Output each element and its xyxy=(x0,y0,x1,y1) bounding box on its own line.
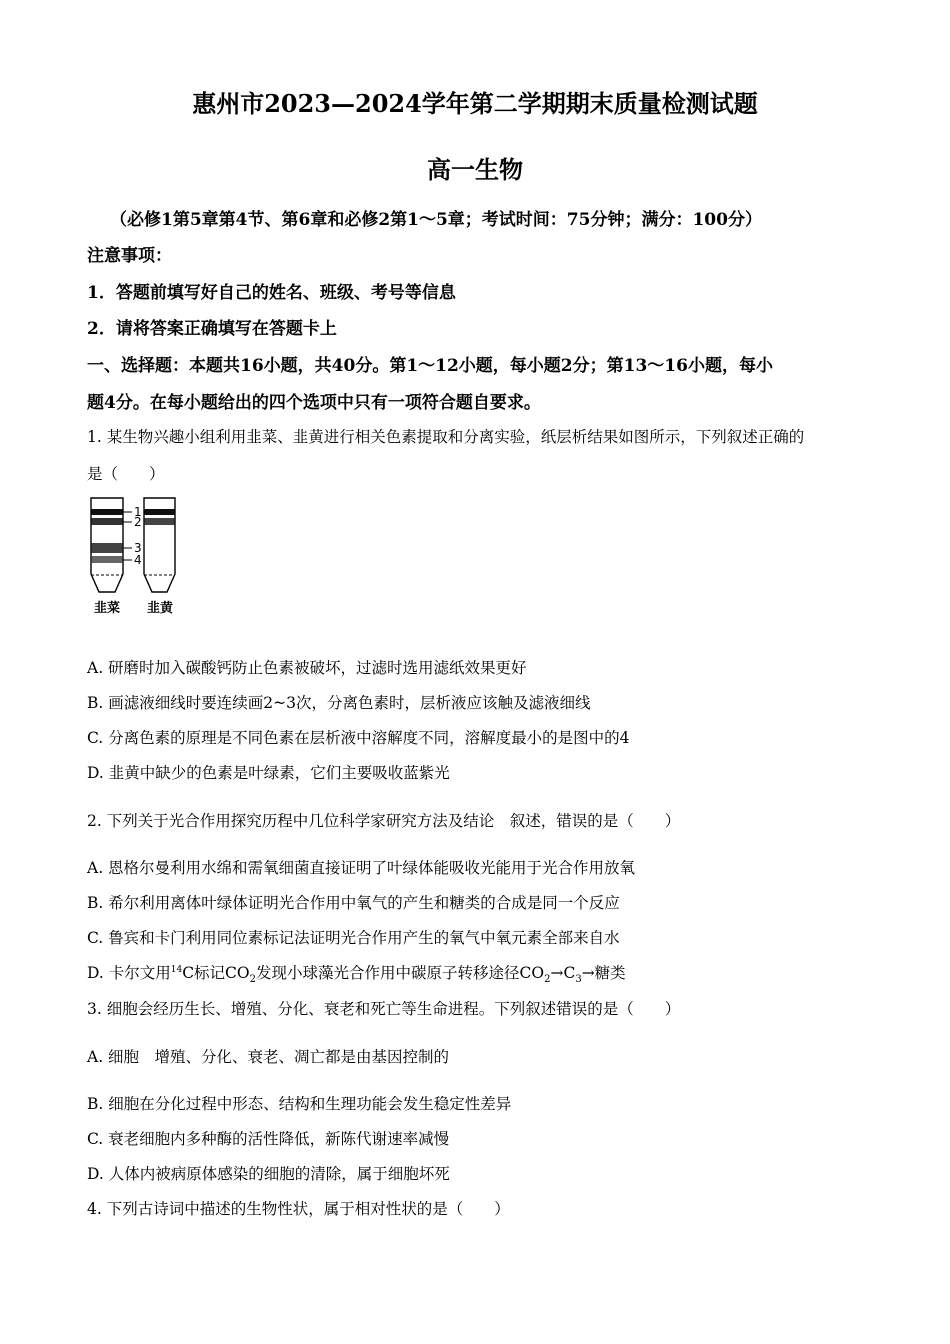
band-label-1: 1 xyxy=(134,505,142,519)
question-1-option-c: C. 分离色素的原理是不同色素在层析液中溶解度不同，溶解度最小的是图中的4 xyxy=(87,729,630,747)
leek-band-4 xyxy=(92,556,123,563)
exam-subject: 高一生物 xyxy=(427,155,523,184)
question-3-option-c: C. 衰老细胞内多种酶的活性降低，新陈代谢速率减慢 xyxy=(87,1130,450,1148)
section-heading-line-2: 题4分。在每小题给出的四个选项中只有一项符合题自要求。 xyxy=(87,393,541,413)
leek-band-2 xyxy=(92,518,123,525)
question-1-stem-line-1: 1. 某生物兴趣小组利用韭菜、韭黄进行相关色素提取和分离实验，纸层析结果如图所示，下列叙述正确的 xyxy=(87,428,805,446)
question-3-option-d: D. 人体内被病原体感染的细胞的清除，属于细胞坏死 xyxy=(87,1165,450,1183)
note-item-2: 2．请将答案正确填写在答题卡上 xyxy=(87,319,337,339)
chromatography-figure xyxy=(84,494,194,618)
leek-band-1 xyxy=(92,509,123,515)
question-2-option-a: A. 恩格尔曼利用水绵和需氧细菌直接证明了叶绿体能吸收光能用于光合作用放氧 xyxy=(87,859,636,877)
question-3-option-b: B. 细胞在分化过程中形态、结构和生理功能会发生稳定性差异 xyxy=(87,1095,512,1113)
band-label-3: 3 xyxy=(134,541,142,555)
hotbed-band-1 xyxy=(145,509,175,515)
question-1-stem-line-2: 是（ ） xyxy=(87,465,165,483)
question-1-option-b: B. 画滤液细线时要连续画2~3次，分离色素时，层析液应该触及滤液细线 xyxy=(87,694,591,712)
exam-title: 惠州市2023—2024学年第二学期期末质量检测试题 xyxy=(192,89,758,118)
exam-scope: （必修1第5章第4节、第6章和必修2第1～5章；考试时间：75分钟；满分：100分） xyxy=(110,210,762,230)
question-2-stem: 2. 下列关于光合作用探究历程中几位科学家研究方法及结论 叙述，错误的是（ ） xyxy=(87,812,681,830)
question-3-option-a: A. 细胞 增殖、分化、衰老、凋亡都是由基因控制的 xyxy=(87,1048,450,1066)
section-heading-line-1: 一、选择题：本题共16小题，共40分。第1～12小题，每小题2分；第13～16小题，每小 xyxy=(87,356,773,376)
note-item-1: 1．答题前填写好自己的姓名、班级、考号等信息 xyxy=(87,283,456,303)
question-2-option-b: B. 希尔利用离体叶绿体证明光合作用中氧气的产生和糖类的合成是同一个反应 xyxy=(87,894,620,912)
notes-heading: 注意事项： xyxy=(87,246,172,266)
question-2-option-c: C. 鲁宾和卡门利用同位素标记法证明光合作用产生的氧气中氧元素全部来自水 xyxy=(87,929,620,947)
caption-leek: 韭菜 xyxy=(93,601,121,616)
leek-band-3 xyxy=(92,543,123,553)
caption-hotbed-leek: 韭黄 xyxy=(146,601,174,616)
question-1-option-d: D. 韭黄中缺少的色素是叶绿素，它们主要吸收蓝紫光 xyxy=(87,764,450,782)
band-label-4: 4 xyxy=(134,553,142,567)
hotbed-band-2 xyxy=(145,518,175,525)
hotbed-leek-strip xyxy=(144,498,175,592)
band-label-2: 2 xyxy=(134,515,142,529)
question-1-option-a: A. 研磨时加入碳酸钙防止色素被破坏，过滤时选用滤纸效果更好 xyxy=(87,659,527,677)
question-4-stem: 4. 下列古诗词中描述的生物性状，属于相对性状的是（ ） xyxy=(87,1200,510,1218)
leek-strip xyxy=(91,498,123,592)
question-2-option-d: D. 卡尔文用$^{14}$C标记$CO_2$发现小球藻光合作用中碳原子转移途径$CO_2\to C_3\to$糖类 xyxy=(87,964,626,986)
question-3-stem: 3. 细胞会经历生长、增殖、分化、衰老和死亡等生命进程。下列叙述错误的是（ ） xyxy=(87,1000,681,1018)
